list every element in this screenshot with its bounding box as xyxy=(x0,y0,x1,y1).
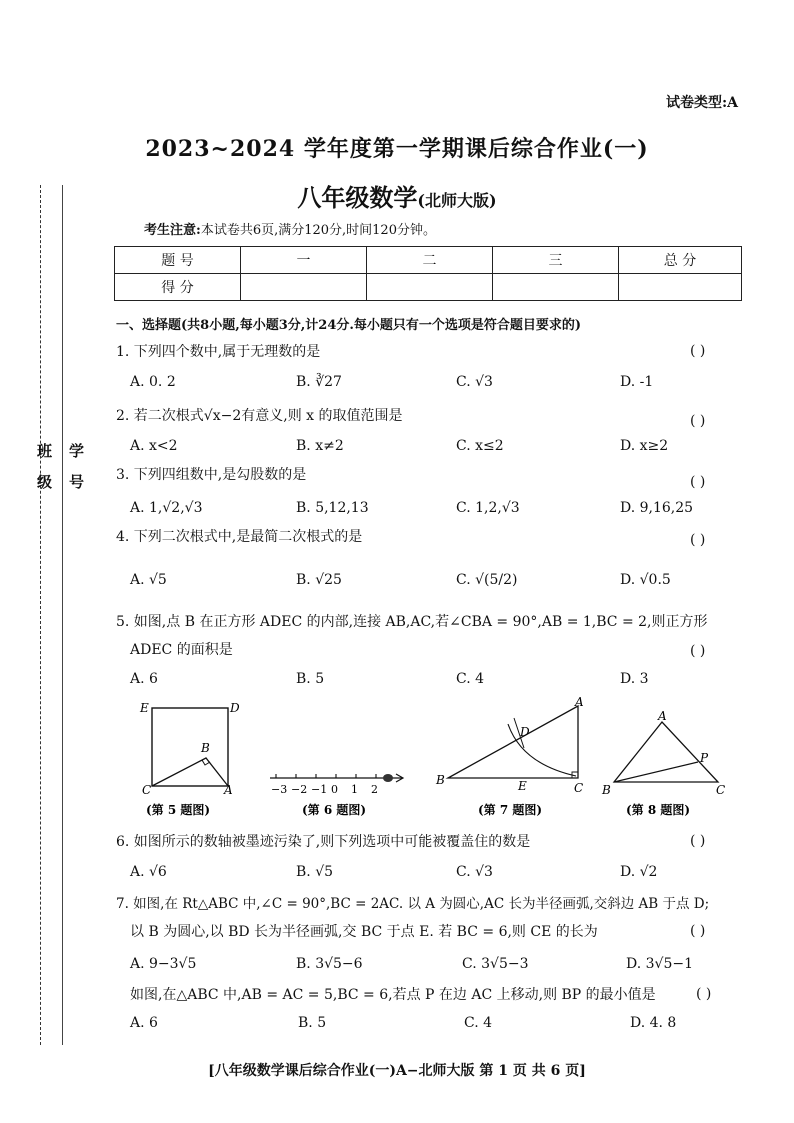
binding-dashed-line xyxy=(40,185,42,1045)
page-subtitle xyxy=(0,178,794,213)
binding-strip xyxy=(35,185,110,1045)
q6-option-a: A. √6 xyxy=(130,864,167,880)
score-table-score-row xyxy=(115,274,742,301)
fig5-triangle xyxy=(152,758,228,786)
paper-type: 试卷类型:A xyxy=(665,95,738,111)
question-2-stem: 2. 若二次根式√x−2有意义,则 x 的取值范围是 xyxy=(116,408,403,424)
fig8-label-b: B xyxy=(602,783,611,797)
q6-option-c: C. √3 xyxy=(456,864,493,880)
section-heading: 一、选择题(共8小题,每小题3分,计24分.每小题只有一个选项是符合题目要求的) xyxy=(116,318,582,333)
subject-name: 八年级数学 xyxy=(297,183,418,212)
fig7-label-b: B xyxy=(436,773,445,787)
q3-option-a: A. 1,√2,√3 xyxy=(130,500,203,516)
score-cell[interactable] xyxy=(241,274,367,301)
q2-option-d: D. x≥2 xyxy=(620,438,669,454)
q4-option-b: B. √25 xyxy=(296,572,342,588)
q8-option-a: A. 6 xyxy=(130,1015,158,1031)
score-header-cell: 二 xyxy=(367,247,493,274)
q5-option-a: A. 6 xyxy=(130,671,158,687)
answer-paren: ( ) xyxy=(690,343,706,359)
fig7-label-a: A xyxy=(575,696,584,709)
question-5-stem-line1: 5. 如图,点 B 在正方形 ADEC 的内部,连接 AB,AC,若∠CBA = 90°,AB = 1,BC = 2,则正方形 xyxy=(116,614,708,630)
fig8-segment-bp xyxy=(614,762,698,782)
fig5-caption: (第 5 题图) xyxy=(146,803,211,817)
question-4-stem: 4. 下列二次根式中,是最简二次根式的是 xyxy=(116,529,363,545)
score-header-cell: 题 号 xyxy=(115,247,241,274)
answer-paren: ( ) xyxy=(690,413,706,429)
fig8-label-a: A xyxy=(658,709,667,723)
q7-option-a: A. 9−3√5 xyxy=(130,956,197,972)
fig5-label-a: A xyxy=(224,783,233,797)
q8-option-c: C. 4 xyxy=(464,1015,493,1031)
question-3-stem: 3. 下列四组数中,是勾股数的是 xyxy=(116,467,307,483)
q5-option-d: D. 3 xyxy=(620,671,649,687)
fig6-tick-label: 0 xyxy=(331,783,338,796)
answer-paren: ( ) xyxy=(696,986,712,1002)
q5-option-c: C. 4 xyxy=(456,671,485,687)
figure-6-number-line xyxy=(270,774,403,796)
page-title: 2023~2024 学年度第一学期课后综合作业(一) xyxy=(145,136,649,162)
q3-option-b: B. 5,12,13 xyxy=(296,500,369,516)
score-row-label: 得 分 xyxy=(115,274,241,301)
question-6-stem: 6. 如图所示的数轴被墨迹污染了,则下列选项中可能被覆盖住的数是 xyxy=(116,834,531,850)
fig7-label-d: D xyxy=(520,725,530,739)
fig7-label-c: C xyxy=(574,781,584,795)
figure-8 xyxy=(601,709,725,797)
q4-option-c: C. √(5/2) xyxy=(456,572,518,588)
fig8-label-c: C xyxy=(716,783,726,797)
answer-paren: ( ) xyxy=(690,532,706,548)
q4-option-a: A. √5 xyxy=(130,572,167,588)
q5-option-b: B. 5 xyxy=(296,671,325,687)
notice-label: 考生注意: xyxy=(144,223,201,238)
fig8-label-p: P xyxy=(700,751,709,765)
q1-option-a: A. 0. 2 xyxy=(130,374,176,390)
student-number-label: 学号 xyxy=(67,443,85,505)
fig5-label-b: B xyxy=(201,741,210,755)
question-7-stem-line2: 以 B 为圆心,以 BD 长为半径画弧,交 BC 于点 E. 若 BC = 6,则 CE 的长为 xyxy=(130,924,598,940)
q7-option-b: B. 3√5−6 xyxy=(296,956,363,972)
q7-option-d: D. 3√5−1 xyxy=(626,956,693,972)
fig6-tick-label: 1 xyxy=(351,783,358,796)
fig6-ink-blot xyxy=(383,774,393,782)
score-table xyxy=(114,246,742,301)
fig7-caption: (第 7 题图) xyxy=(478,803,543,817)
fig6-tick-label: −3 xyxy=(271,783,288,796)
answer-paren: ( ) xyxy=(690,833,706,849)
fig6-ticks xyxy=(271,774,378,796)
score-cell[interactable] xyxy=(619,274,742,301)
fig8-caption: (第 8 题图) xyxy=(626,803,691,817)
fig5-square xyxy=(152,708,228,786)
edition-label: (北师大版) xyxy=(417,191,497,210)
score-header-cell: 总 分 xyxy=(619,247,742,274)
score-header-cell: 一 xyxy=(241,247,367,274)
question-1-stem: 1. 下列四个数中,属于无理数的是 xyxy=(116,344,321,360)
exam-notice xyxy=(144,219,436,238)
figure-7 xyxy=(435,696,584,795)
answer-paren: ( ) xyxy=(690,643,706,659)
binding-solid-line xyxy=(62,185,64,1045)
q7-option-c: C. 3√5−3 xyxy=(462,956,529,972)
question-7-stem-line1: 7. 如图,在 Rt△ABC 中,∠C = 90°,BC = 2AC. 以 A 为圆心,AC 长为半径画弧,交斜边 AB 于点 D; xyxy=(116,896,710,912)
score-table-header-row xyxy=(115,247,742,274)
q8-option-d: D. 4. 8 xyxy=(630,1015,677,1031)
q3-option-c: C. 1,2,√3 xyxy=(456,500,520,516)
q3-option-d: D. 9,16,25 xyxy=(620,500,694,516)
figures-row xyxy=(130,696,750,826)
q2-option-c: C. x≤2 xyxy=(456,438,504,454)
q6-option-d: D. √2 xyxy=(620,864,658,880)
answer-paren: ( ) xyxy=(690,474,706,490)
fig5-label-d: D xyxy=(230,701,240,715)
score-cell[interactable] xyxy=(367,274,493,301)
score-header-cell: 三 xyxy=(493,247,619,274)
score-cell[interactable] xyxy=(493,274,619,301)
fig6-tick-label: −2 xyxy=(291,783,308,796)
answer-paren: ( ) xyxy=(690,923,706,939)
fig7-label-e: E xyxy=(518,779,527,793)
q8-option-b: B. 5 xyxy=(298,1015,327,1031)
figure-5 xyxy=(139,701,240,797)
page-footer: [八年级数学课后综合作业(一)A−北师大版 第 1 页 共 6 页] xyxy=(208,1063,586,1079)
q4-option-d: D. √0.5 xyxy=(620,572,671,588)
fig7-triangle xyxy=(448,706,578,778)
question-8-stem: 如图,在△ABC 中,AB = AC = 5,BC = 6,若点 P 在边 AC 上移动,则 BP 的最小值是 xyxy=(130,987,656,1003)
q1-option-b: B. ∛27 xyxy=(296,374,342,390)
question-5-stem-line2: ADEC 的面积是 xyxy=(130,642,233,658)
fig5-label-c: C xyxy=(142,783,152,797)
q6-option-b: B. √5 xyxy=(296,864,334,880)
fig5-label-e: E xyxy=(140,701,149,715)
notice-text: 本试卷共6页,满分120分,时间120分钟。 xyxy=(200,223,436,238)
fig6-tick-label: 2 xyxy=(371,783,378,796)
q2-option-b: B. x≠2 xyxy=(296,438,344,454)
q2-option-a: A. x<2 xyxy=(130,438,178,454)
fig6-caption: (第 6 题图) xyxy=(302,803,367,817)
class-label: 班级 xyxy=(35,443,53,505)
q1-option-d: D. -1 xyxy=(620,374,654,390)
fig6-tick-label: −1 xyxy=(311,783,328,796)
q1-option-c: C. √3 xyxy=(456,374,493,390)
